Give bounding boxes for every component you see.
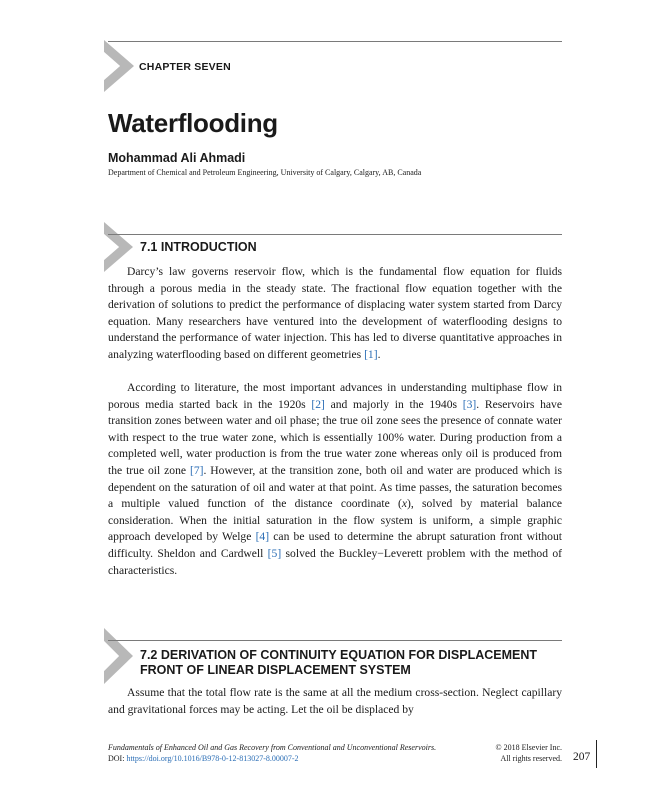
chapter-chevron-icon xyxy=(100,40,136,92)
citation-link[interactable]: [1] xyxy=(364,347,378,361)
paragraph: Assume that the total flow rate is the same at all the medium cross-section. Neglect capillary and gravitational forces may be acting. Let the oil be displaced by xyxy=(108,686,562,716)
section-chevron-icon xyxy=(100,628,136,684)
chapter-rule xyxy=(108,41,562,42)
chapter-label: CHAPTER SEVEN xyxy=(139,61,231,73)
page-number: 207 xyxy=(573,751,591,763)
section-heading: 7.2 DERIVATION OF CONTINUITY EQUATION FOR DISPLACEMENT FRONT OF LINEAR DISPLACEMENT SYSTEM xyxy=(140,648,538,677)
book-title: Fundamentals of Enhanced Oil and Gas Recovery from Conventional and Unconventional Reservoirs. xyxy=(108,743,437,752)
doi-link[interactable]: https://doi.org/10.1016/B978-0-12-813027-8.00007-2 xyxy=(126,754,299,763)
citation-link[interactable]: [2] xyxy=(311,397,325,411)
footer-copyright: © 2018 Elsevier Inc. All rights reserved. xyxy=(495,743,562,763)
citation-link[interactable]: [7] xyxy=(189,463,204,477)
citation-link[interactable]: [4] xyxy=(255,530,270,544)
author-name: Mohammad Ali Ahmadi xyxy=(108,151,246,165)
author-affiliation: Department of Chemical and Petroleum Engineering, University of Calgary, Calgary, AB, Canada xyxy=(108,168,422,177)
paragraph: Darcy’s law governs reservoir flow, which is the fundamental flow equation for fluids through a porous media in the steady state. The fractional flow equation together with the derivation of solutions to predict the performance of displacing water system started from Darcy equation. Many researchers have ventured into the development of waterflooding designs to understand the performance of water injection. This has led to diverse quantitative approaches in analyzing waterflooding based on different geometries [1]. xyxy=(108,265,562,361)
section-rule xyxy=(108,234,562,235)
chapter-title: Waterflooding xyxy=(108,108,278,138)
page-number-bar xyxy=(596,740,597,768)
section-rule xyxy=(108,640,562,641)
section-heading: 7.1 INTRODUCTION xyxy=(140,240,257,254)
footer-book-info: Fundamentals of Enhanced Oil and Gas Recovery from Conventional and Unconventional Reservoirs. DOI: https://doi.org/10.1016/B978-0-12-813027-8.00007-2 xyxy=(108,743,437,763)
citation-link[interactable]: [3] xyxy=(462,397,477,411)
citation-link[interactable]: [5] xyxy=(267,546,282,560)
paragraph: According to literature, the most important advances in understanding multiphase flow in porous media started back in the 1920s [2] and majorly in the 1940s [3]. Reservoirs have transition zones between water and oil phase; the true oil zone sees the presence of connate water with respect to the true water zone, which is essentially 100% water. During production from a completed well, water production is from the true water zone whereas only oil is produced from the true oil zone [7]. However, at the transition zone, both oil and water are produced which is dependent on the saturation of oil and water at that point. As time passes, the saturation becomes a multiple valued function of the distance coordinate (x), solved by material balance consideration. When the initial saturation in the flow system is uniform, a simple graphic approach developed by Welge [4] can be used to determine the abrupt saturation front without difficulty. Sheldon and Cardwell [5] solved the Buckley−Leverett problem with the method of characteristics. xyxy=(108,381,562,577)
